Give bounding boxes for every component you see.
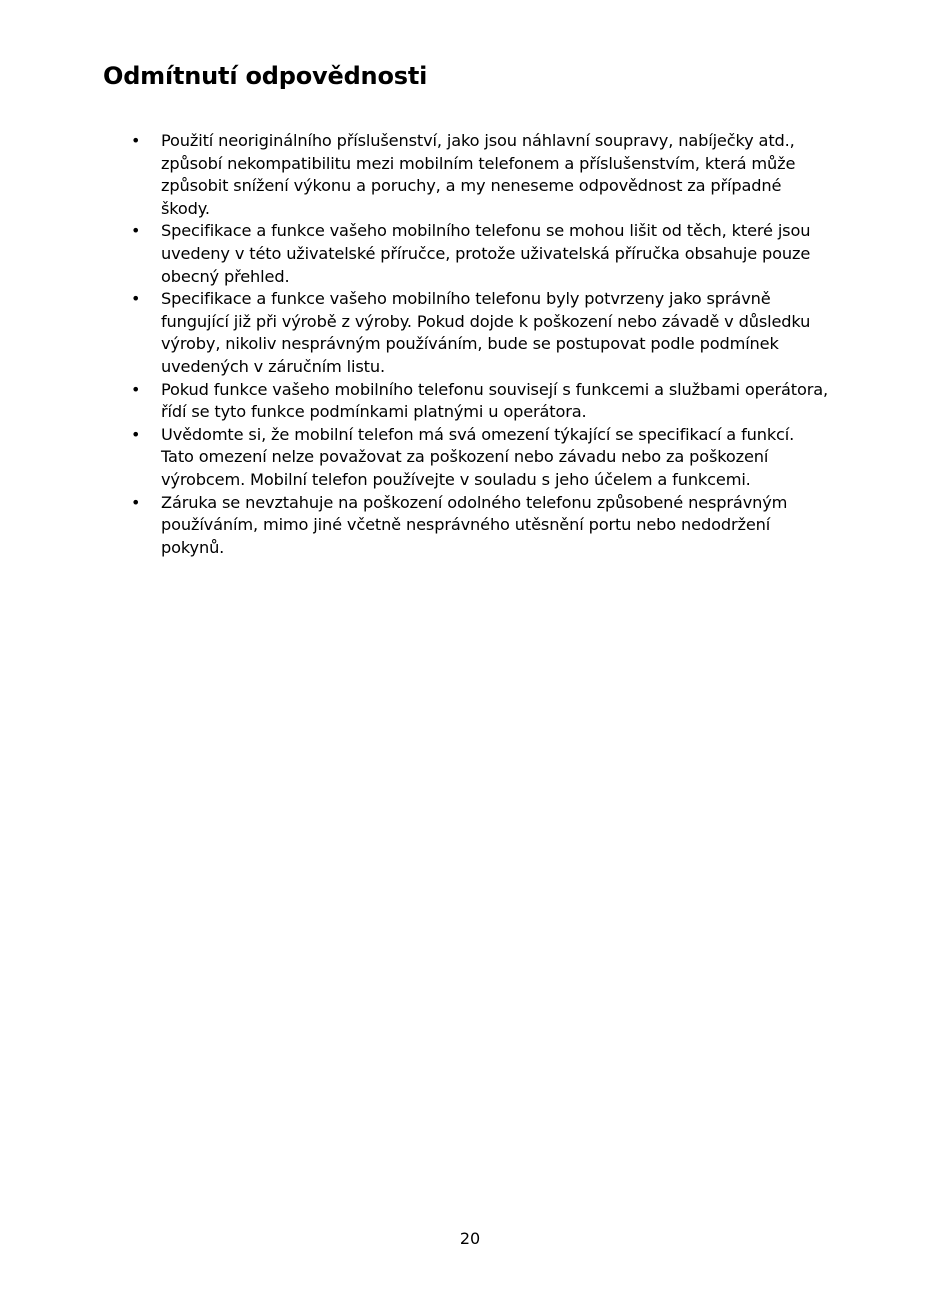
list-item [0,379,841,424]
list-item-line: Pokud funkce vašeho mobilního telefonu souvisejí s funkcemi a službami operátora, [161,379,829,399]
bullet-icon: • [131,424,141,444]
list-item-line: výrobcem. Mobilní telefon používejte v souladu s jeho účelem a funkcemi. [161,469,751,489]
list-item [0,492,841,560]
list-item-line: způsobit snížení výkonu a poruchy, a my neneseme odpovědnost za případné [161,176,782,196]
list-item [0,288,841,378]
list-item [0,130,841,220]
list-item-line: výroby, nikoliv nesprávným používáním, bude se postupovat podle podmínek [161,334,779,354]
list-item-line: Specifikace a funkce vašeho mobilního telefonu byly potvrzeny jako správně [161,289,771,309]
list-item-line: uvedených v záručním listu. [161,356,385,376]
list-item-line: fungující již při výrobě z výroby. Pokud dojde k poškození nebo závadě v důsledku [161,311,811,331]
list-item-line: pokynů. [161,537,225,557]
list-item-line: Specifikace a funkce vašeho mobilního telefonu se mohou lišit od těch, které jsou [161,221,811,241]
disclaimer-list [0,130,950,559]
bullet-icon: • [131,379,141,399]
list-item [0,424,841,492]
list-item [0,220,841,288]
list-item-line: používáním, mimo jiné včetně nesprávného utěsnění portu nebo nedodržení [161,515,771,535]
list-item-line: Použití neoriginálního příslušenství, jako jsou náhlavní soupravy, nabíječky atd., [161,131,795,150]
list-item-line: Uvědomte si, že mobilní telefon má svá omezení týkající se specifikací a funkcí. [161,424,795,444]
list-item-line: řídí se tyto funkce podmínkami platnými u operátora. [161,402,587,422]
bullet-icon: • [131,289,141,309]
bullet-icon: • [131,492,141,512]
bullet-icon: • [131,221,141,241]
page-title: Odmítnutí odpovědnosti [103,62,428,90]
page-number: 20 [459,1229,481,1248]
list-item-line: Tato omezení nelze považovat za poškození nebo závadu nebo za poškození [161,447,769,467]
bullet-icon: • [131,131,141,150]
list-item-line: způsobí nekompatibilitu mezi mobilním telefonem a příslušenstvím, která může [161,153,796,173]
list-item-line: škody. [161,198,210,218]
list-item-line: Záruka se nevztahuje na poškození odolného telefonu způsobené nesprávným [161,492,788,512]
list-item-line: obecný přehled. [161,266,290,286]
list-item-line: uvedeny v této uživatelské příručce, protože uživatelská příručka obsahuje pouze [161,243,811,263]
